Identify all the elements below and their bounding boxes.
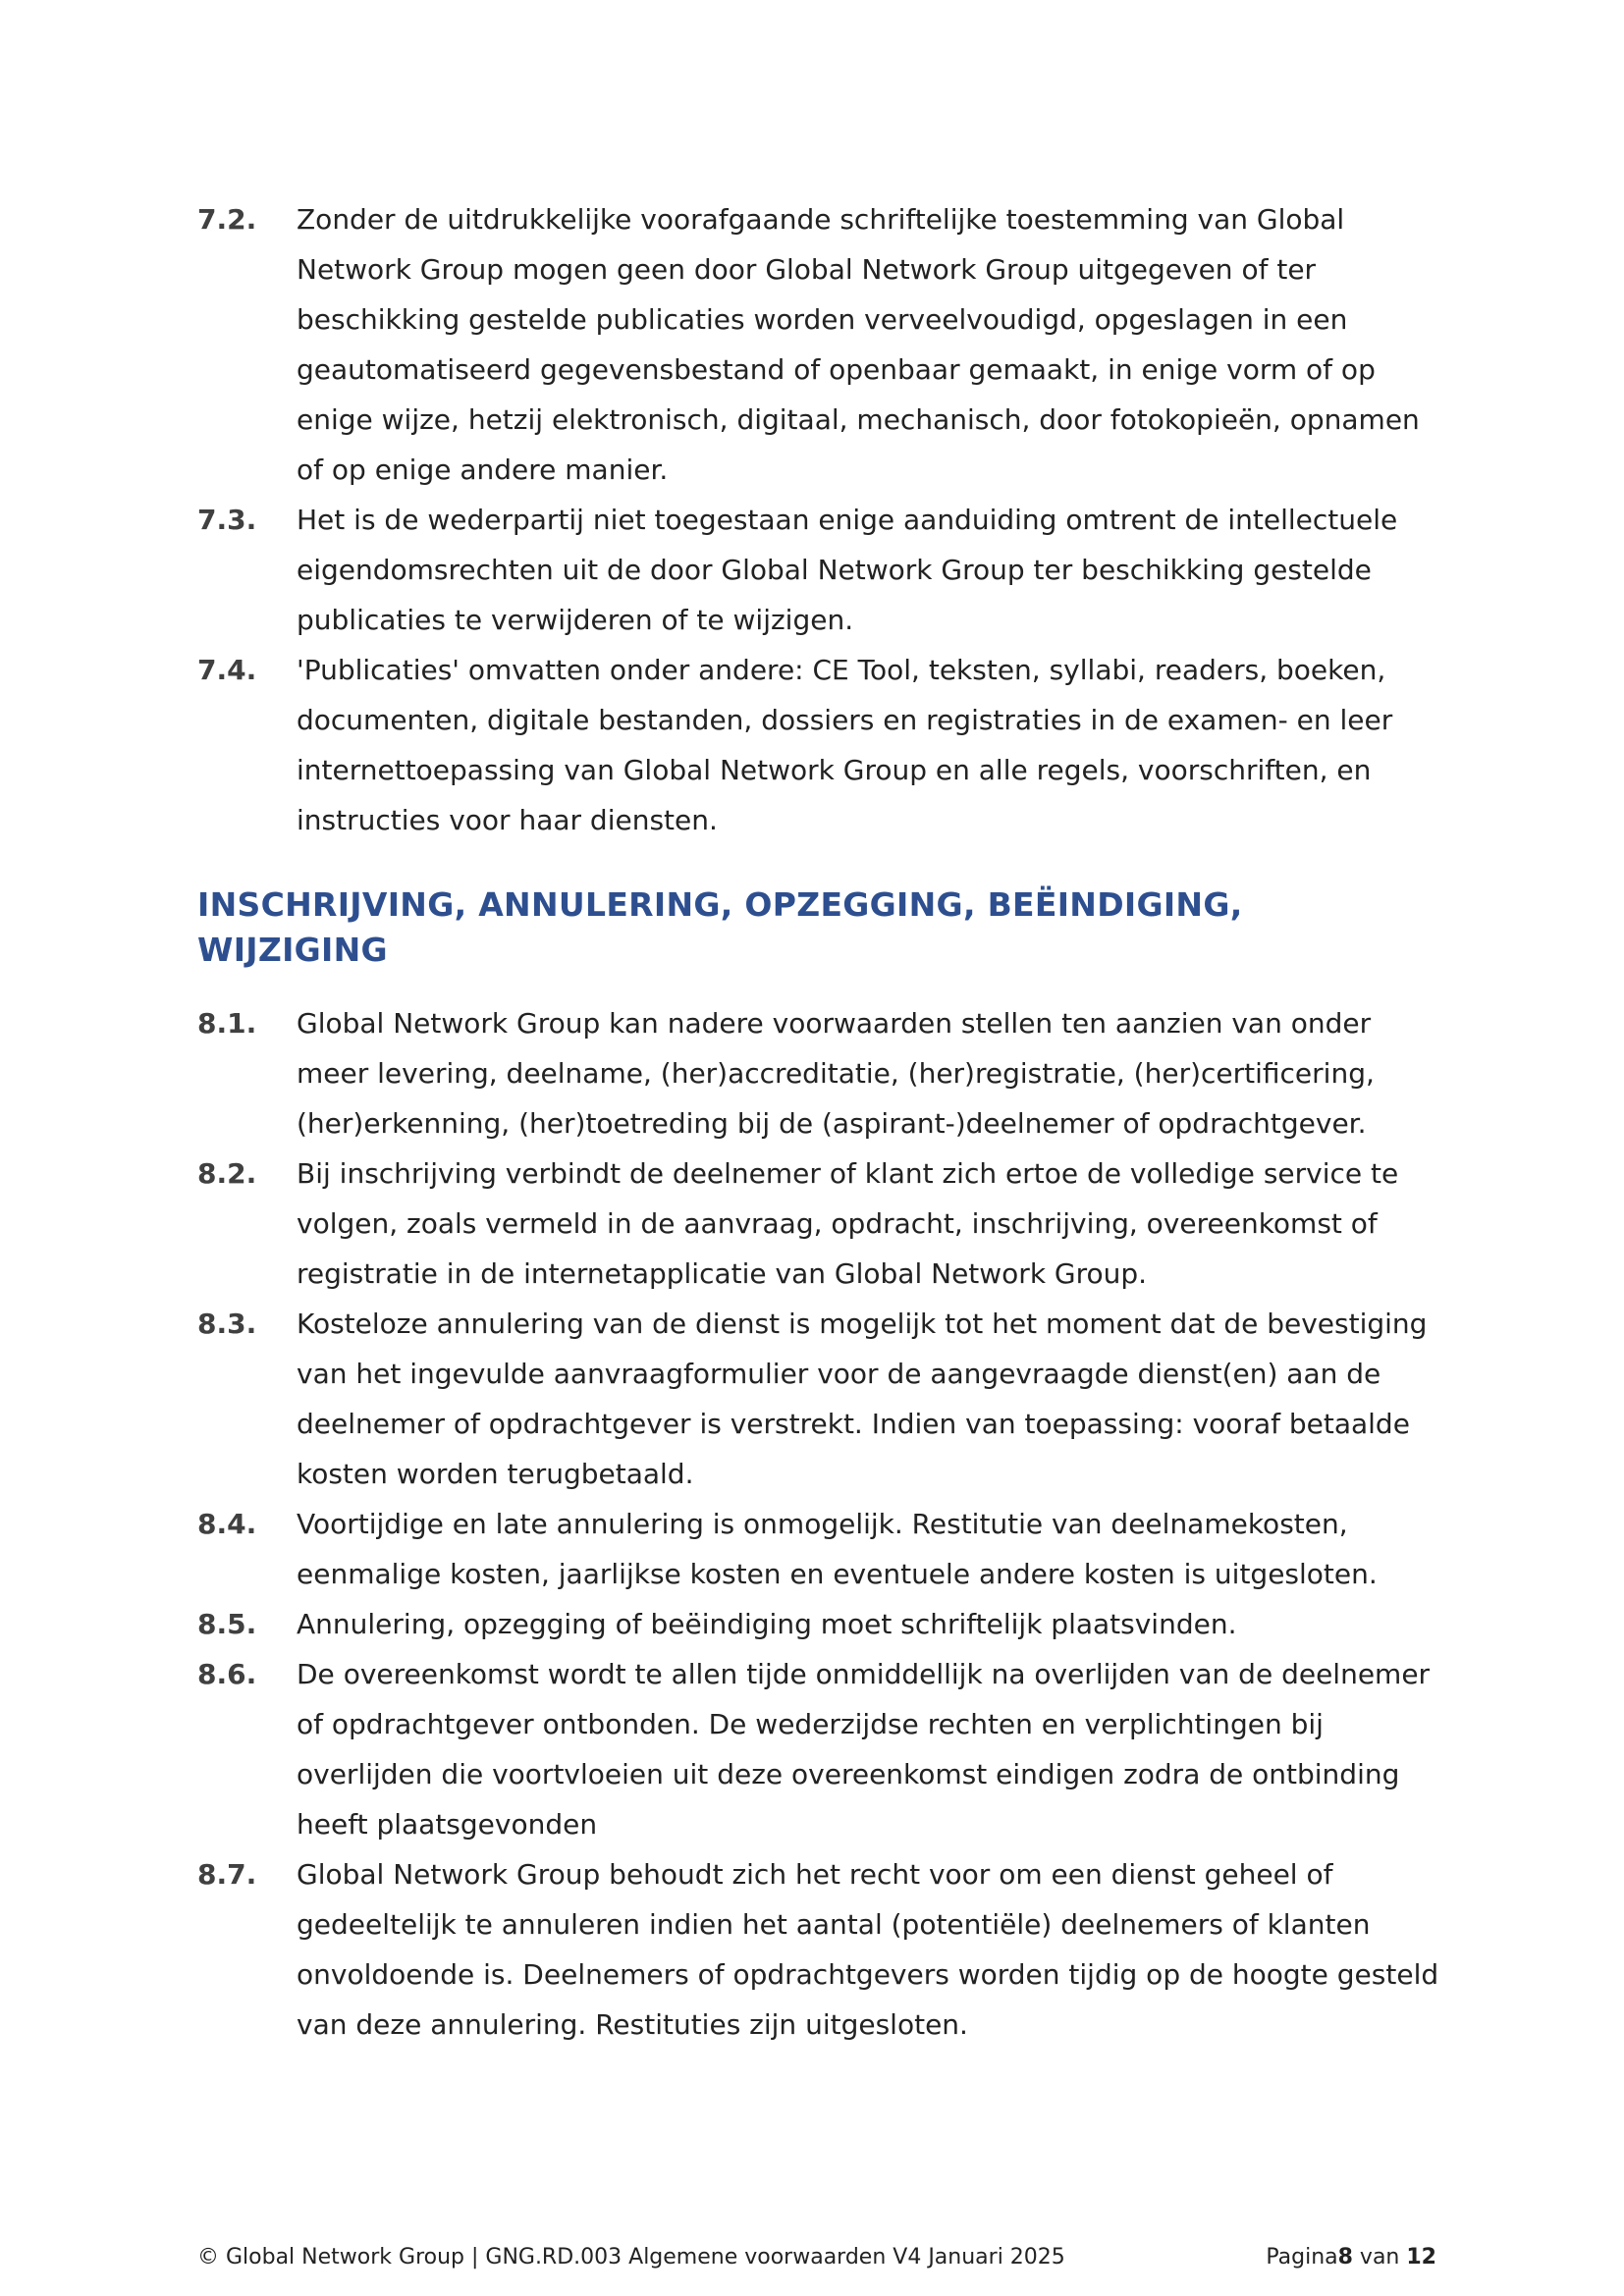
clause-number: 8.2. xyxy=(197,1157,257,1190)
page-current: 8 xyxy=(1337,2245,1353,2269)
page-label: Pagina xyxy=(1266,2245,1338,2269)
clause-8-1 xyxy=(197,998,1444,1148)
clause-number: 8.1. xyxy=(197,1007,257,1040)
clause-number: 7.4. xyxy=(197,654,257,686)
clause-8-4 xyxy=(197,1499,1444,1599)
clause-number: 8.5. xyxy=(197,1608,257,1640)
footer-page-number xyxy=(1266,2244,1436,2271)
clause-number: 8.4. xyxy=(197,1508,257,1540)
clause-number: 8.7. xyxy=(197,1858,257,1891)
clause-7-2 xyxy=(197,194,1444,495)
clause-text: Het is de wederpartij niet toegestaan enige aanduiding omtrent de intellectuele eigendomsrechten uit de door Global Network Group ter beschikking gestelde publicaties te verwijderen of te wijzigen. xyxy=(297,504,1398,636)
clause-text: Annulering, opzegging of beëindiging moet schriftelijk plaatsvinden. xyxy=(297,1608,1237,1640)
clause-text: Kosteloze annulering van de dienst is mogelijk tot het moment dat de bevestiging van het ingevulde aanvraagformulier voor de aangevraagde dienst(en) aan de deelnemer of opdrachtgever is verstrekt. Indien van toepassing: vooraf betaalde kosten worden terugbetaald. xyxy=(297,1308,1428,1490)
clause-text: Global Network Group behoudt zich het recht voor om een dienst geheel of gedeeltelijk te annuleren indien het aantal (potentiële) deelnemers of klanten onvoldoende is. Deelnemers of opdrachtgevers worden tijdig op de hoogte gesteld van deze annulering. Restituties zijn uitgesloten. xyxy=(297,1858,1439,2041)
clause-text: 'Publicaties' omvatten onder andere: CE Tool, teksten, syllabi, readers, boeken, documenten, digitale bestanden, dossiers en registraties in de examen- en leer internettoepassing van Global Network Group en alle regels, voorschriften, en instructies voor haar diensten. xyxy=(297,654,1393,836)
page-separator: van xyxy=(1352,2245,1407,2269)
clause-number: 7.2. xyxy=(197,203,257,236)
clause-8-6 xyxy=(197,1649,1444,1849)
clause-number: 8.3. xyxy=(197,1308,257,1340)
clause-text: Global Network Group kan nadere voorwaarden stellen ten aanzien van onder meer levering, deelname, (her)accreditatie, (her)registratie, (her)certificering, (her)erkenning, (her)toetreding bij de (aspirant-)deelnemer of opdrachtgever. xyxy=(297,1007,1375,1140)
clause-7-3 xyxy=(197,495,1444,645)
clause-text: Voortijdige en late annulering is onmogelijk. Restitutie van deelnamekosten, eenmalige kosten, jaarlijkse kosten en eventuele andere kosten is uitgesloten. xyxy=(297,1508,1378,1590)
clause-8-2 xyxy=(197,1148,1444,1299)
clause-number: 7.3. xyxy=(197,504,257,536)
page-total: 12 xyxy=(1406,2245,1436,2269)
clause-text: Zonder de uitdrukkelijke voorafgaande schriftelijke toestemming van Global Network Group mogen geen door Global Network Group uitgegeven of ter beschikking gestelde publicaties worden verveelvoudigd, opgeslagen in een geautomatiseerd gegevensbestand of openbaar gemaakt, in enige vorm of op enige wijze, hetzij elektronisch, digitaal, mechanisch, door fotokopieën, opnamen of op enige andere manier. xyxy=(297,203,1420,486)
clause-8-7 xyxy=(197,1849,1444,2050)
page-body xyxy=(197,194,1444,2050)
clause-text: De overeenkomst wordt te allen tijde onmiddellijk na overlijden van de deelnemer of opdrachtgever ontbonden. De wederzijdse rechten en verplichtingen bij overlijden die voortvloeien uit deze overeenkomst eindigen zodra de ontbinding heeft plaatsgevonden xyxy=(297,1658,1431,1841)
page-footer xyxy=(197,2244,1436,2271)
clause-number: 8.6. xyxy=(197,1658,257,1690)
clause-7-4 xyxy=(197,645,1444,845)
footer-copyright: © Global Network Group | GNG.RD.003 Algemene voorwaarden V4 Januari 2025 xyxy=(197,2245,1065,2269)
section-heading: INSCHRIJVING, ANNULERING, OPZEGGING, BEËINDIGING, WIJZIGING xyxy=(197,885,1243,969)
clause-8-5 xyxy=(197,1599,1444,1649)
clause-8-3 xyxy=(197,1299,1444,1499)
clause-text: Bij inschrijving verbindt de deelnemer of klant zich ertoe de volledige service te volgen, zoals vermeld in de aanvraag, opdracht, inschrijving, overeenkomst of registratie in de internetapplicatie van Global Network Group. xyxy=(297,1157,1399,1290)
